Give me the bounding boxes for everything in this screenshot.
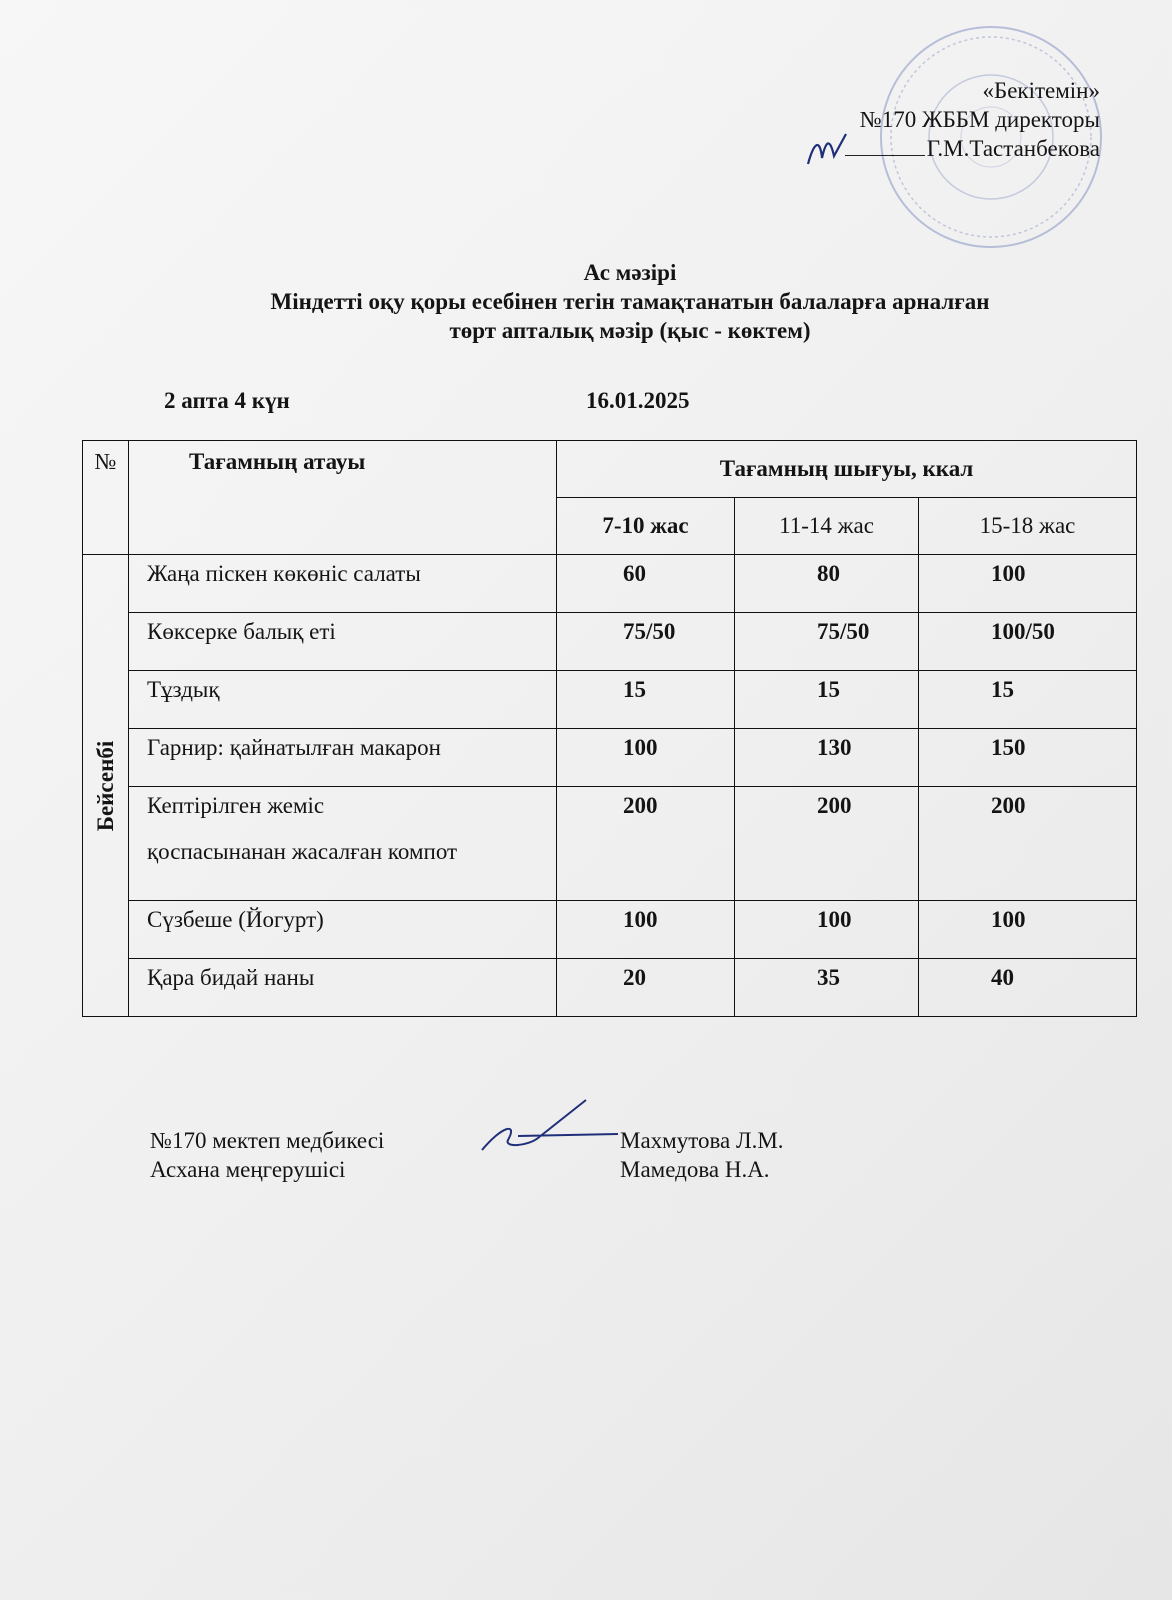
value-7-10: 75/50: [557, 613, 735, 671]
table-row: [83, 613, 1137, 671]
value-7-10: 200: [557, 787, 735, 901]
dish-name: Көксерке балық еті: [129, 613, 557, 671]
value-15-18: 150: [919, 729, 1137, 787]
value-7-10: 100: [557, 729, 735, 787]
dish-name: Кептірілген жеміс: [147, 793, 325, 818]
approval-title: «Бекітемін»: [982, 78, 1100, 103]
menu-table: [82, 440, 1137, 1017]
value-15-18: 15: [919, 671, 1137, 729]
dish-name: Тұздық: [129, 671, 557, 729]
value-7-10: 100: [557, 901, 735, 959]
value-11-14: 200: [735, 787, 919, 901]
table-row: [83, 555, 1137, 613]
value-11-14: 15: [735, 671, 919, 729]
value-15-18: 40: [919, 959, 1137, 1017]
header-yield: Тағамның шығуы, ккал: [557, 441, 1137, 498]
header-age-11-14: 11-14 жас: [735, 498, 919, 555]
signature-names: [620, 1126, 784, 1184]
value-11-14: 100: [735, 901, 919, 959]
nurse-role: №170 мектеп медбикесі: [150, 1128, 385, 1153]
value-15-18: 100/50: [919, 613, 1137, 671]
director-name: Г.М.Тастанбекова: [926, 136, 1100, 161]
title-line-1: Ас мәзірі: [583, 260, 677, 285]
value-15-18: 200: [919, 787, 1137, 901]
value-7-10: 20: [557, 959, 735, 1017]
table-row: [83, 959, 1137, 1017]
approval-block: [845, 76, 1100, 163]
value-11-14: 75/50: [735, 613, 919, 671]
approval-position: №170 ЖББМ директоры: [859, 107, 1100, 132]
dish-name: Сүзбеше (Йогурт): [129, 901, 557, 959]
dish-name: Қара бидай наны: [129, 959, 557, 1017]
day-label: Бейсенбі: [92, 740, 118, 831]
header-age-15-18: 15-18 жас: [919, 498, 1137, 555]
table-row: [83, 671, 1137, 729]
director-signature-icon: [800, 128, 880, 172]
table-row: [83, 787, 1137, 901]
value-7-10: 15: [557, 671, 735, 729]
value-11-14: 35: [735, 959, 919, 1017]
header-age-7-10: 7-10 жас: [557, 498, 735, 555]
table-row: [83, 729, 1137, 787]
dish-name: Жаңа піскен көкөніс салаты: [129, 555, 557, 613]
value-11-14: 130: [735, 729, 919, 787]
day-cell: [83, 555, 129, 1017]
title-line-2: Міндетті оқу қоры есебінен тегін тамақтанатын балаларға арналған: [270, 289, 990, 314]
dish-name-line-2: қоспасынанан жасалған компот: [147, 839, 458, 864]
nurse-name: Махмутова Л.М.: [620, 1128, 784, 1153]
canteen-name: Мамедова Н.А.: [620, 1157, 770, 1182]
header-number: №: [83, 441, 129, 555]
canteen-role: Асхана меңгерушісі: [150, 1157, 346, 1182]
approval-signer: [845, 134, 1100, 163]
value-11-14: 80: [735, 555, 919, 613]
table-row: [83, 901, 1137, 959]
title-line-3: төрт апталық мәзір (қыс - көктем): [449, 318, 811, 343]
dish-name-multiline: [129, 787, 557, 901]
nurse-signature-icon: [478, 1086, 618, 1156]
dish-name: Гарнир: қайнатылған макарон: [129, 729, 557, 787]
signature-roles: [150, 1126, 384, 1184]
value-15-18: 100: [919, 901, 1137, 959]
menu-date: 16.01.2025: [586, 388, 690, 413]
document-title: [0, 258, 1172, 345]
value-15-18: 100: [919, 555, 1137, 613]
header-dish-name: Тағамның атауы: [129, 441, 557, 555]
week-day-label: 2 апта 4 күн: [164, 388, 290, 413]
value-7-10: 60: [557, 555, 735, 613]
